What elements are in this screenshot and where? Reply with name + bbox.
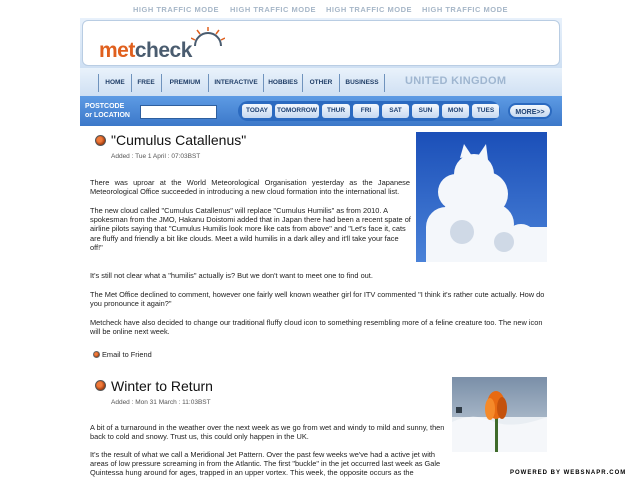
day-tab-mon[interactable]: MON [442,104,469,118]
article-paragraph: The Met Office declined to comment, however one fairly well known weather girl for ITV commented "I think it's rather cute actually. How do you pronounce it again?" [90,290,545,309]
day-tab-tomorrow[interactable]: TOMORROW [275,104,319,118]
postcode-input[interactable] [140,105,217,119]
article-paragraph: A bit of a turnaround in the weather over the next week as we go from wet and windy to mild and sunny, then back to cold and snowy. Trust us, this could only happen in the UK. [90,423,445,442]
article-date: Added : Tue 1 April : 07:03BST [111,153,201,160]
article-paragraph: It's the result of what we call a Meridional Jet Pattern. Over the past few weeks we've had a active jet with areas of low pressure screaming in from the Atlantic. The first "buckle" in the jet occurred last week as Gale Quintessa hung around for ages, trapped in an upper vortex. This week, the opposite occurs as the [90,450,441,478]
high-traffic-bar [80,0,562,18]
nav-free[interactable]: FREE [131,74,162,92]
page [80,0,562,480]
cloud-icon [416,132,547,262]
day-tab-sat[interactable]: SAT [382,104,409,118]
nav-hobbies[interactable]: HOBBIES [264,74,303,92]
day-tab-today[interactable]: TODAY [242,104,272,118]
postcode-label: POSTCODE or LOCATION [85,103,130,119]
article-title[interactable]: Winter to Return [111,378,213,394]
email-to-friend-link[interactable]: Email to Friend [102,350,152,359]
email-bullet-icon [93,351,100,358]
article-bullet-icon [95,380,106,391]
day-tab-tues[interactable]: TUES [472,104,499,118]
article-bullet-icon [95,135,106,146]
high-traffic-link[interactable]: HIGH TRAFFIC MODE [230,5,316,14]
nav-premium[interactable]: PREMIUM [162,74,209,92]
logo-box [82,20,560,66]
crocus-snow-image [452,377,547,452]
search-bar [80,96,562,126]
more-days-button[interactable]: MORE>> [508,103,552,119]
article-paragraph: There was uproar at the World Meteorological Organisation yesterday as the Japanese Meteorological Office succeeded in introducing a new cloud formation into the international list. [90,178,410,197]
high-traffic-link[interactable]: HIGH TRAFFIC MODE [326,5,412,14]
region-label: UNITED KINGDOM [405,75,507,87]
article-date: Added : Mon 31 March : 11:03BST [111,399,211,406]
article-title[interactable]: "Cumulus Catallenus" [111,132,247,148]
flower-icon [452,377,547,452]
nav-other[interactable]: OTHER [303,74,340,92]
article-paragraph: The new cloud called "Cumulus Catallenus" will replace "Cumulus Humilis" as from 2010. A spokesman from the JMO, Hakanu Doistomi added that in Japan there had been a recent spate of airline pilots saying that "Cumulus Humilis look more like cats from above" and "Let's face it, cats are fluffy and friendly a bit like clouds. Meet a wild humilis in a dark alley and it'll take your face off!" [90,206,411,252]
nav-business[interactable]: BUSINESS [340,74,385,92]
nav-interactive[interactable]: INTERACTIVE [209,74,264,92]
article-paragraph: Metcheck have also decided to change our traditional fluffy cloud icon to something resembling more of a feline creature too. The new icon will be online next week. [90,318,543,337]
metcheck-logo[interactable]: metcheck [99,39,192,62]
day-tab-fri[interactable]: FRI [353,104,379,118]
article-paragraph: It's still not clear what a "humilis" actually is? But we don't want to meet one to find out. [90,271,373,280]
nav-home[interactable]: HOME [98,74,132,92]
day-tab-sun[interactable]: SUN [412,104,439,118]
day-tabs [238,101,500,121]
high-traffic-link[interactable]: HIGH TRAFFIC MODE [422,5,508,14]
cloud-cat-image [416,132,547,262]
sun-icon [191,27,225,47]
day-tab-thur[interactable]: THUR [322,104,350,118]
logo-bar [80,18,562,68]
watermark: POWERED BY WEBSNAPR.COM [510,470,627,476]
high-traffic-link[interactable]: HIGH TRAFFIC MODE [133,5,219,14]
